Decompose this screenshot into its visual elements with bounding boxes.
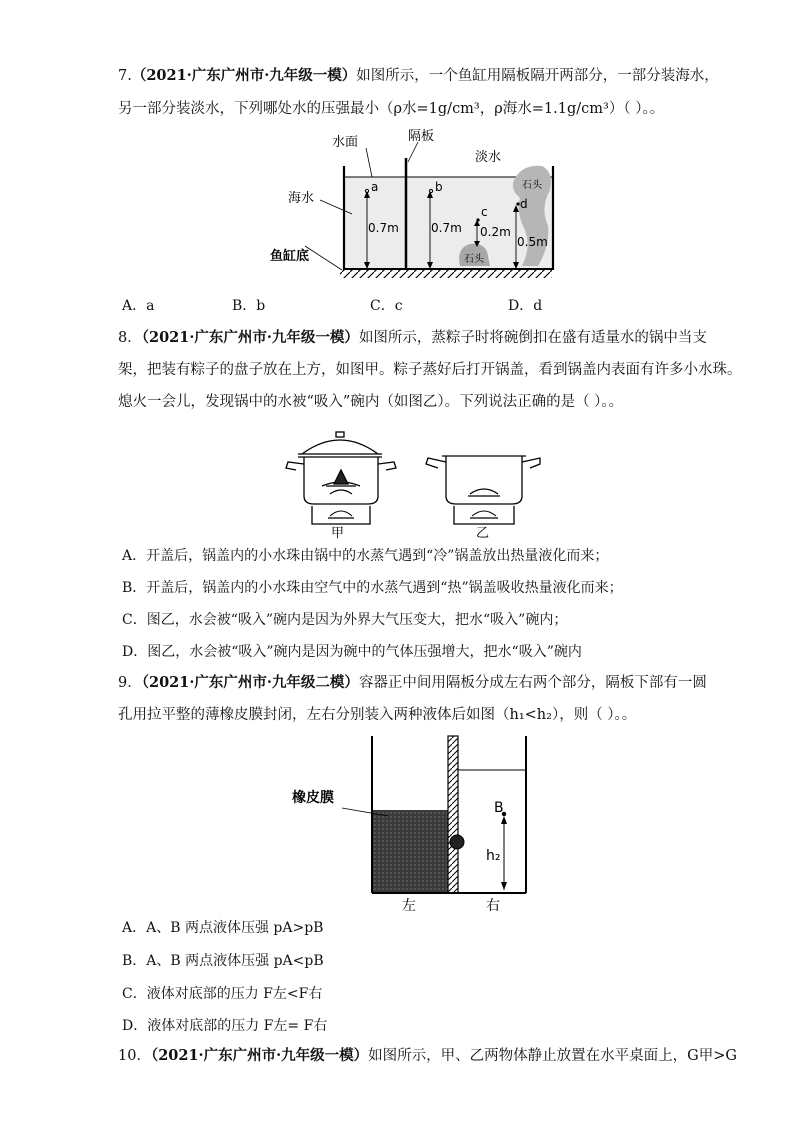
depth-c: 0.2m (480, 225, 511, 239)
q7-line2: 另一部分装淡水，下列哪处水的压强最小（ρ水=1g/cm³，ρ海水=1.1g/cm³）（ ）。。 (118, 101, 665, 117)
label-fresh-water: 淡水 (475, 150, 502, 165)
depth-b: 0.7m (431, 221, 462, 235)
q8-text-1: 如图所示，蒸粽子时将碗倒扣在盛有适量水的锅中当支 (358, 330, 707, 346)
label-stone-right: 石头 (522, 180, 542, 191)
label-membrane: 橡皮膜 (292, 790, 334, 806)
q8-option-a[interactable]: A．开盖后，锅盖内的小水珠由锅中的水蒸气遇到“冷”锅盖放出热量液化而来； (122, 548, 609, 564)
q9-line2: 孔用拉平整的薄橡皮膜封闭，左右分别装入两种液体后如图（h₁<h₂），则（ ）。。 (118, 707, 637, 723)
label-right: 右 (486, 898, 500, 912)
q8-line3: 熄火一会儿，发现锅中的水被“吸入”碗内（如图乙）。下列说法正确的是（ ）。。 (118, 394, 624, 410)
q7-number: 7. (118, 68, 132, 84)
pot-yi (426, 456, 540, 524)
q8-number: 8． (118, 330, 142, 346)
q8-option-c[interactable]: C．图乙，水会被“吸入”碗内是因为外界大气压变大，把水“吸入”碗内； (122, 612, 568, 628)
depth-d: 0.5m (517, 235, 548, 249)
q9-option-a[interactable]: A．A、B 两点液体压强 pA>pB (122, 920, 324, 936)
pot-jia (286, 432, 396, 524)
q9-text-1: 容器正中间用隔板分成左右两个部分，隔板下部有一圆 (358, 675, 707, 691)
label-yi: 乙 (476, 526, 490, 539)
left-liquid (373, 810, 448, 892)
rubber-membrane (450, 835, 464, 849)
label-jia: 甲 (331, 526, 345, 539)
q8-option-b[interactable]: B．开盖后，锅盖内的小水珠由空气中的水蒸气遇到“热”锅盖吸收热量液化而来； (122, 580, 623, 596)
label-tank-bottom: 鱼缸底 (270, 249, 310, 264)
q10-number: 10． (118, 1048, 151, 1064)
q9-line1 (118, 673, 707, 693)
q9-source: （2021·广东广州市·九年级二模） (141, 674, 359, 691)
q9-figure-container (290, 732, 560, 912)
q8-line2: 架，把装有粽子的盘子放在上方，如图甲。粽子蒸好后打开锅盖，看到锅盖内表面有许多小水珠。 (118, 362, 742, 378)
q7-option-b[interactable]: B．b (232, 298, 266, 314)
q7-line1 (118, 66, 719, 86)
q7-option-c[interactable]: C．c (370, 298, 403, 314)
point-B: B (494, 800, 504, 816)
label-sea-water: 海水 (288, 191, 315, 206)
point-c: c (481, 205, 488, 219)
q10-text-1: 如图所示，甲、乙两物体静止放置在水平桌面上，G甲>G (368, 1048, 737, 1064)
q7-text-1: 如图所示，一个鱼缸用隔板隔开两部分，一部分装海水， (356, 68, 719, 84)
q8-option-d[interactable]: D．图乙，水会被“吸入”碗内是因为碗中的气体压强增大，把水“吸入”碗内 (122, 644, 582, 660)
q8-figure-pots (282, 424, 542, 539)
point-b: b (435, 180, 443, 194)
q7-option-a[interactable]: A．a (122, 298, 155, 314)
q7-option-d[interactable]: D．d (508, 298, 543, 314)
q7-figure-fish-tank (270, 128, 570, 298)
q9-option-d[interactable]: D．液体对底部的压力 F左= F右 (122, 1018, 328, 1034)
label-partition: 隔板 (408, 129, 435, 144)
q10-source: （2021·广东广州市·九年级一模） (150, 1047, 369, 1064)
label-left: 左 (402, 898, 416, 912)
tank-bottom-hatch (340, 270, 552, 278)
q10-line1 (118, 1046, 737, 1066)
point-a: a (371, 180, 379, 194)
point-d: d (520, 197, 528, 211)
q9-option-b[interactable]: B．A、B 两点液体压强 pA<pB (122, 953, 324, 969)
q9-number: 9． (118, 675, 142, 691)
depth-a: 0.7m (368, 221, 399, 235)
q7-source: （2021·广东广州市·九年级一模） (131, 67, 357, 84)
q8-source: （2021·广东广州市·九年级一模） (141, 329, 359, 346)
q8-line1 (118, 328, 707, 348)
q9-option-c[interactable]: C．液体对底部的压力 F左<F右 (122, 986, 323, 1002)
label-h2: h₂ (486, 848, 501, 864)
label-stone-bottom: 石头 (464, 254, 484, 265)
label-water-surface: 水面 (332, 135, 359, 150)
container-partition (448, 736, 458, 893)
